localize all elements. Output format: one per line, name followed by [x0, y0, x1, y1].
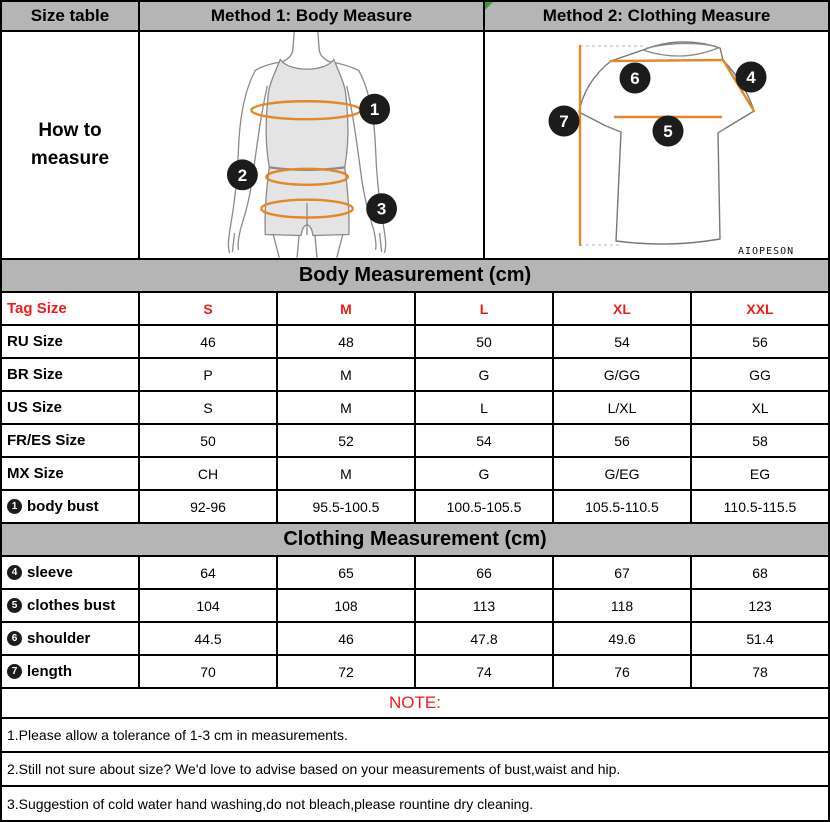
- row-number-badge: 4: [7, 565, 22, 580]
- table-cell: 74: [416, 656, 554, 687]
- table-cell: 52: [278, 425, 416, 456]
- table-cell: XXL: [746, 300, 774, 317]
- note-section-title: NOTE:: [2, 689, 828, 719]
- svg-text:5: 5: [663, 122, 673, 141]
- row-label-text: body bust: [27, 498, 99, 515]
- how-to-measure-row: [2, 32, 828, 260]
- table-cell: 51.4: [746, 630, 774, 647]
- table-cell: L: [416, 392, 554, 423]
- table-cell: XL: [751, 399, 769, 416]
- body-measurement-table: [2, 293, 828, 524]
- svg-text:4: 4: [746, 68, 756, 87]
- table-cell: 95.5-100.5: [278, 491, 416, 522]
- table-cell: L/XL: [554, 392, 692, 423]
- table-cell: 54: [554, 326, 692, 357]
- row-label-text: shoulder: [27, 630, 91, 647]
- svg-text:2: 2: [237, 165, 248, 185]
- table-cell: 67: [554, 557, 692, 588]
- table-cell: 50: [140, 425, 278, 456]
- row-label-text: MX Size: [7, 465, 64, 482]
- table-cell: G: [416, 458, 554, 489]
- table-cell: 72: [278, 656, 416, 687]
- svg-text:6: 6: [630, 69, 640, 88]
- body-measurement-section-header: Body Measurement (cm): [2, 260, 828, 293]
- how-to-measure-label: How to measure: [2, 32, 140, 258]
- body-neck: [283, 33, 294, 62]
- table-cell: 78: [752, 663, 768, 680]
- row-label: [2, 326, 140, 357]
- row-label: [2, 359, 140, 390]
- size-table-header-label: Size table: [30, 6, 110, 25]
- row-label-text: Tag Size: [7, 300, 67, 317]
- table-cell: 46: [278, 623, 416, 654]
- row-number-badge: 7: [7, 664, 22, 679]
- table-cell: 56: [752, 333, 768, 350]
- clothing-table-row: [2, 557, 828, 590]
- row-label-text: RU Size: [7, 333, 63, 350]
- svg-text:1: 1: [369, 100, 380, 120]
- table-cell: M: [278, 293, 416, 324]
- note-item: 1.Please allow a tolerance of 1-3 cm in measurements.: [2, 719, 828, 753]
- method2-header-label: Method 2: Clothing Measure: [542, 6, 771, 25]
- brand-text: AIOPESON: [738, 246, 795, 257]
- table-cell: 108: [278, 590, 416, 621]
- shoulder-measure-line: [611, 60, 723, 61]
- marker-1: [359, 94, 390, 125]
- table-cell: 56: [554, 425, 692, 456]
- row-label-text: US Size: [7, 399, 63, 416]
- marker-2: [227, 159, 258, 190]
- row-number-badge: 5: [7, 598, 22, 613]
- marker-7: [549, 106, 580, 137]
- table-cell: 54: [416, 425, 554, 456]
- table-cell: 44.5: [140, 623, 278, 654]
- table-cell: 110.5-115.5: [723, 498, 797, 515]
- top-header-row: [2, 2, 828, 32]
- row-number-badge: 1: [7, 499, 22, 514]
- body-table-row: [2, 326, 828, 359]
- table-cell: 76: [554, 656, 692, 687]
- body-table-row: [2, 392, 828, 425]
- body-diagram: [140, 32, 483, 258]
- svg-text:7: 7: [559, 112, 569, 131]
- table-cell: L: [416, 293, 554, 324]
- row-label: [2, 590, 140, 621]
- table-cell: 46: [140, 326, 278, 357]
- body-legs: [273, 234, 279, 257]
- row-label-text: FR/ES Size: [7, 432, 86, 449]
- clothing-table-row: [2, 590, 828, 623]
- table-cell: 118: [554, 590, 692, 621]
- table-cell: S: [140, 293, 278, 324]
- row-label-text: BR Size: [7, 366, 63, 383]
- body-table-row: [2, 425, 828, 458]
- row-label: [2, 392, 140, 423]
- table-cell: GG: [749, 366, 771, 383]
- table-cell: G/GG: [554, 359, 692, 390]
- row-label: [2, 425, 140, 456]
- size-table-header: [2, 2, 140, 30]
- row-label: [2, 458, 140, 489]
- body-table-row: [2, 458, 828, 491]
- body-measure-diagram-cell: [140, 32, 485, 258]
- table-cell: 64: [140, 557, 278, 588]
- table-cell: P: [140, 359, 278, 390]
- note-list: [2, 719, 828, 821]
- table-cell: M: [278, 392, 416, 423]
- clothing-table-row: [2, 656, 828, 689]
- table-cell: 104: [140, 590, 278, 621]
- table-cell: 65: [278, 557, 416, 588]
- row-label-text: clothes bust: [27, 597, 116, 614]
- table-cell: CH: [140, 458, 278, 489]
- table-cell: 123: [748, 597, 772, 614]
- table-cell: S: [140, 392, 278, 423]
- table-cell: 48: [278, 326, 416, 357]
- cell-corner-marker-icon: [485, 2, 493, 10]
- row-number-badge: 6: [7, 631, 22, 646]
- table-cell: M: [278, 458, 416, 489]
- table-cell: M: [278, 359, 416, 390]
- method1-header-label: Method 1: Body Measure: [210, 6, 413, 25]
- table-cell: 50: [416, 326, 554, 357]
- row-label: [2, 293, 140, 324]
- row-label-text: sleeve: [27, 564, 73, 581]
- table-cell: 92-96: [140, 491, 278, 522]
- marker-3: [366, 193, 397, 224]
- table-cell: G: [416, 359, 554, 390]
- method2-header: [485, 2, 828, 30]
- table-cell: 66: [416, 557, 554, 588]
- body-table-row: [2, 491, 828, 524]
- body-table-row: [2, 359, 828, 392]
- clothing-measurement-table: [2, 557, 828, 689]
- tag-size-row: [2, 293, 828, 326]
- clothing-measure-diagram-cell: [485, 32, 828, 258]
- svg-text:3: 3: [376, 199, 387, 219]
- marker-6: [620, 63, 651, 94]
- note-item: 2.Still not sure about size? We'd love to advise based on your measurements of bust,waist and hip.: [2, 753, 828, 787]
- table-cell: EG: [749, 465, 771, 482]
- table-cell: XL: [554, 293, 692, 324]
- clothing-table-row: [2, 623, 828, 656]
- note-item: 3.Suggestion of cold water hand washing,do not bleach,please rountine dry cleaning.: [7, 796, 534, 812]
- table-cell: 47.8: [416, 623, 554, 654]
- table-cell: 100.5-105.5: [416, 491, 554, 522]
- table-cell: 58: [752, 432, 768, 449]
- tank-top: [266, 59, 348, 169]
- row-label-text: length: [27, 663, 72, 680]
- table-cell: 68: [752, 564, 768, 581]
- table-cell: 70: [140, 656, 278, 687]
- table-cell: 105.5-110.5: [554, 491, 692, 522]
- shirt-diagram: [485, 32, 828, 258]
- row-label: [2, 557, 140, 588]
- body-neck: [318, 33, 329, 62]
- marker-5: [653, 116, 684, 147]
- row-label: [2, 656, 140, 687]
- method1-header: [140, 2, 485, 30]
- row-label: [2, 491, 140, 522]
- marker-4: [736, 62, 767, 93]
- table-cell: 113: [416, 590, 554, 621]
- clothing-measurement-section-header: Clothing Measurement (cm): [2, 524, 828, 557]
- row-label: [2, 623, 140, 654]
- table-cell: G/EG: [554, 458, 692, 489]
- table-cell: 49.6: [554, 623, 692, 654]
